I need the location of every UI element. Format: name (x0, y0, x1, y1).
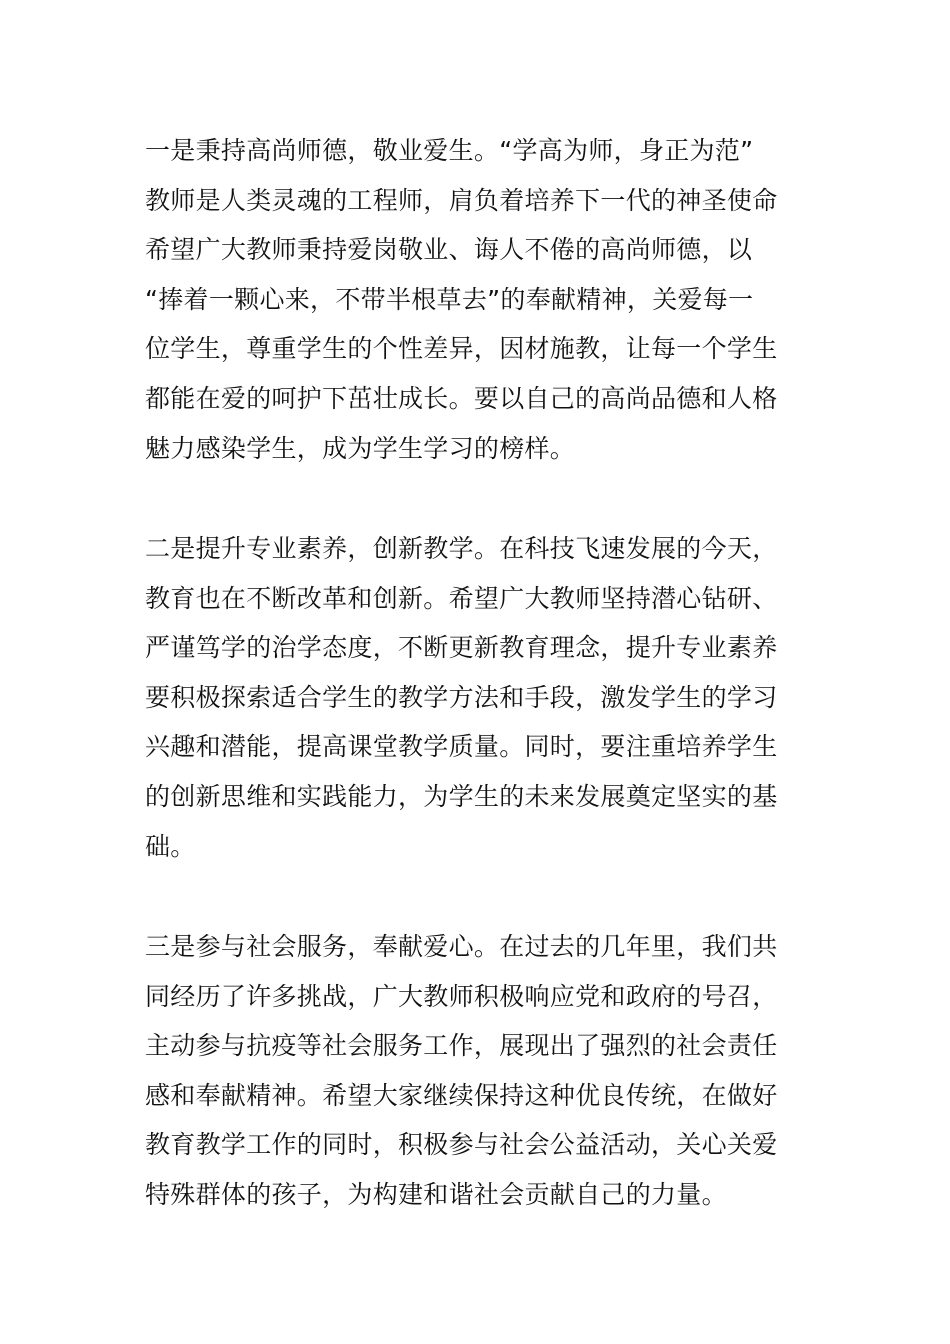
text-line: 同经历了许多挑战，广大教师积极响应党和政府的号召， (145, 981, 778, 1011)
paragraph-2 (145, 524, 825, 871)
text-line: “捧着一颗心来，不带半根草去”的奉献精神，关爱每一 (145, 284, 754, 314)
text-line: 魅力感染学生，成为学生学习的榜样。 (145, 433, 576, 463)
text-line: 教育教学工作的同时，积极参与社会公益活动，关心关爱 (145, 1130, 778, 1160)
text-line: 兴趣和潜能，提高课堂教学质量。同时，要注重培养学生 (145, 732, 778, 762)
paragraph-1 (145, 126, 825, 473)
text-line: 主动参与抗疫等社会服务工作，展现出了强烈的社会责任 (145, 1031, 778, 1061)
text-line: 础。 (145, 831, 196, 861)
text-line: 三是参与社会服务，奉献爱心。在过去的几年里，我们共 (145, 932, 778, 961)
text-line: 教师是人类灵魂的工程师，肩负着培养下一代的神圣使命 (145, 185, 778, 215)
text-line: 一是秉持高尚师德，敬业爱生。“学高为师，身正为范” (145, 136, 754, 165)
text-line: 严谨笃学的治学态度，不断更新教育理念，提升专业素养 (145, 633, 778, 663)
text-line: 要积极探索适合学生的教学方法和手段，激发学生的学习 (145, 682, 778, 712)
text-line: 位学生，尊重学生的个性差异，因材施教，让每一个学生 (145, 334, 778, 364)
text-line: 教育也在不断改革和创新。希望广大教师坚持潜心钻研、 (145, 583, 778, 613)
text-line: 二是提升专业素养，创新教学。在科技飞速发展的今天， (145, 534, 778, 563)
text-line: 特殊群体的孩子，为构建和谐社会贡献自己的力量。 (145, 1179, 727, 1209)
paragraph-3 (145, 922, 825, 1220)
text-line: 的创新思维和实践能力，为学生的未来发展奠定坚实的基 (145, 781, 778, 811)
text-line: 都能在爱的呵护下茁壮成长。要以自己的高尚品德和人格 (145, 383, 778, 413)
text-line: 感和奉献精神。希望大家继续保持这种优良传统，在做好 (145, 1080, 778, 1110)
text-line: 希望广大教师秉持爱岗敬业、诲人不倦的高尚师德，以 (145, 235, 753, 265)
